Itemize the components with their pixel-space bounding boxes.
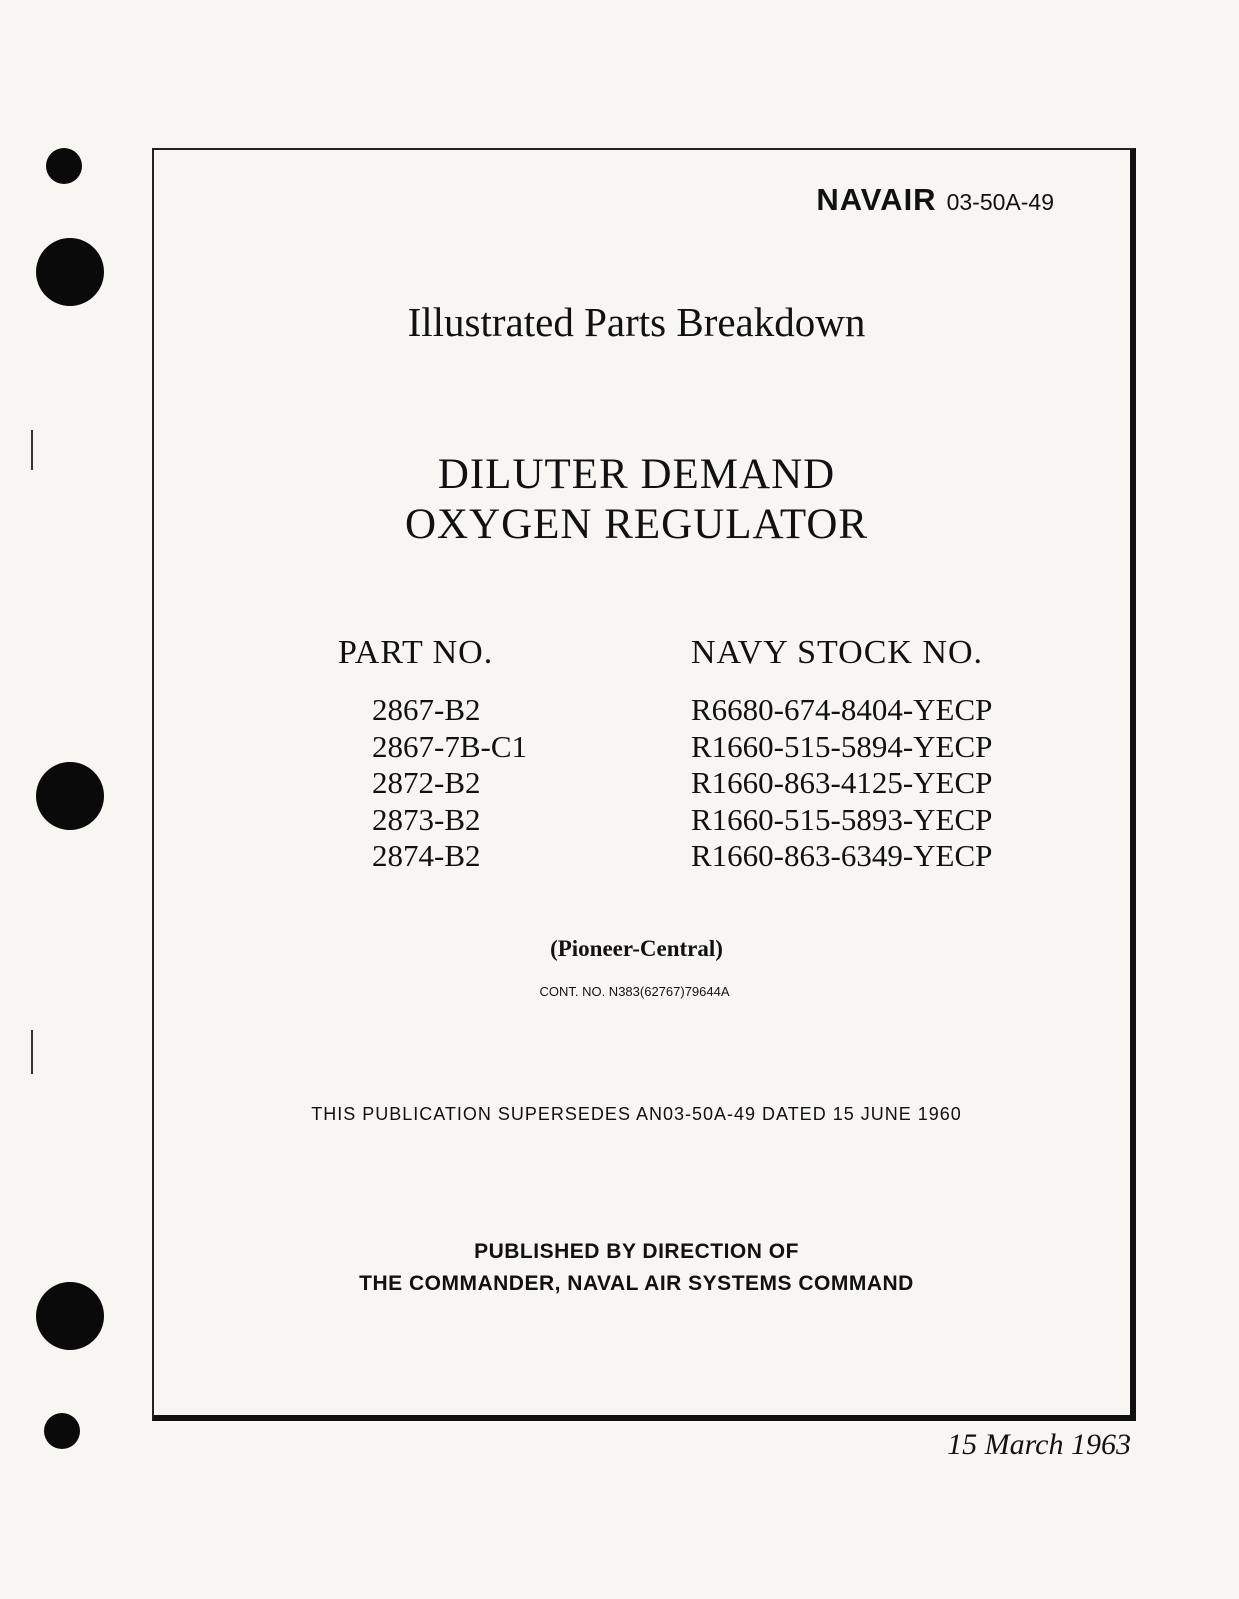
part-number-header: PART NO. — [338, 634, 494, 671]
publisher-label: NAVAIR — [816, 182, 937, 217]
document-title-line2: OXYGEN REGULATOR — [404, 501, 869, 548]
document-title-line1: DILUTER DEMAND — [437, 451, 836, 498]
binder-hole — [36, 762, 104, 830]
binder-hole — [36, 238, 104, 306]
part-number: 2874-B2 — [372, 838, 481, 873]
part-number: 2867-7B-C1 — [372, 728, 527, 764]
stock-number: R1660-515-5893-YECP — [691, 801, 993, 837]
stock-number: R6680-674-8404-YECP — [691, 692, 993, 727]
stock-number-header: NAVY STOCK NO. — [691, 634, 984, 671]
part-number: 2867-B2 — [372, 692, 481, 727]
published-by-line2: THE COMMANDER, NAVAL AIR SYSTEMS COMMAND — [359, 1272, 914, 1295]
part-number: 2872-B2 — [372, 765, 481, 800]
stock-number-list — [691, 692, 992, 875]
part-number-list — [372, 692, 527, 875]
document-identifier — [816, 182, 1054, 218]
stock-number: R1660-515-5894-YECP — [691, 728, 993, 764]
stock-number: R1660-863-4125-YECP — [691, 765, 993, 800]
binder-hole — [46, 148, 82, 184]
manufacturer: (Pioneer-Central) — [550, 936, 723, 961]
document-number: 03-50A-49 — [946, 189, 1054, 215]
supersedes-notice: THIS PUBLICATION SUPERSEDES AN03-50A-49 DATED 15 JUNE 1960 — [311, 1104, 962, 1124]
publication-date: 15 March 1963 — [947, 1428, 1131, 1461]
part-number: 2873-B2 — [372, 801, 481, 837]
scan-mark — [31, 1030, 33, 1074]
binder-hole — [44, 1413, 80, 1449]
stock-number: R1660-863-6349-YECP — [691, 838, 993, 873]
document-subtitle: Illustrated Parts Breakdown — [407, 299, 866, 345]
contract-number: CONT. NO. N383(62767)79644A — [539, 984, 730, 999]
published-by-line1: PUBLISHED BY DIRECTION OF — [474, 1240, 799, 1263]
